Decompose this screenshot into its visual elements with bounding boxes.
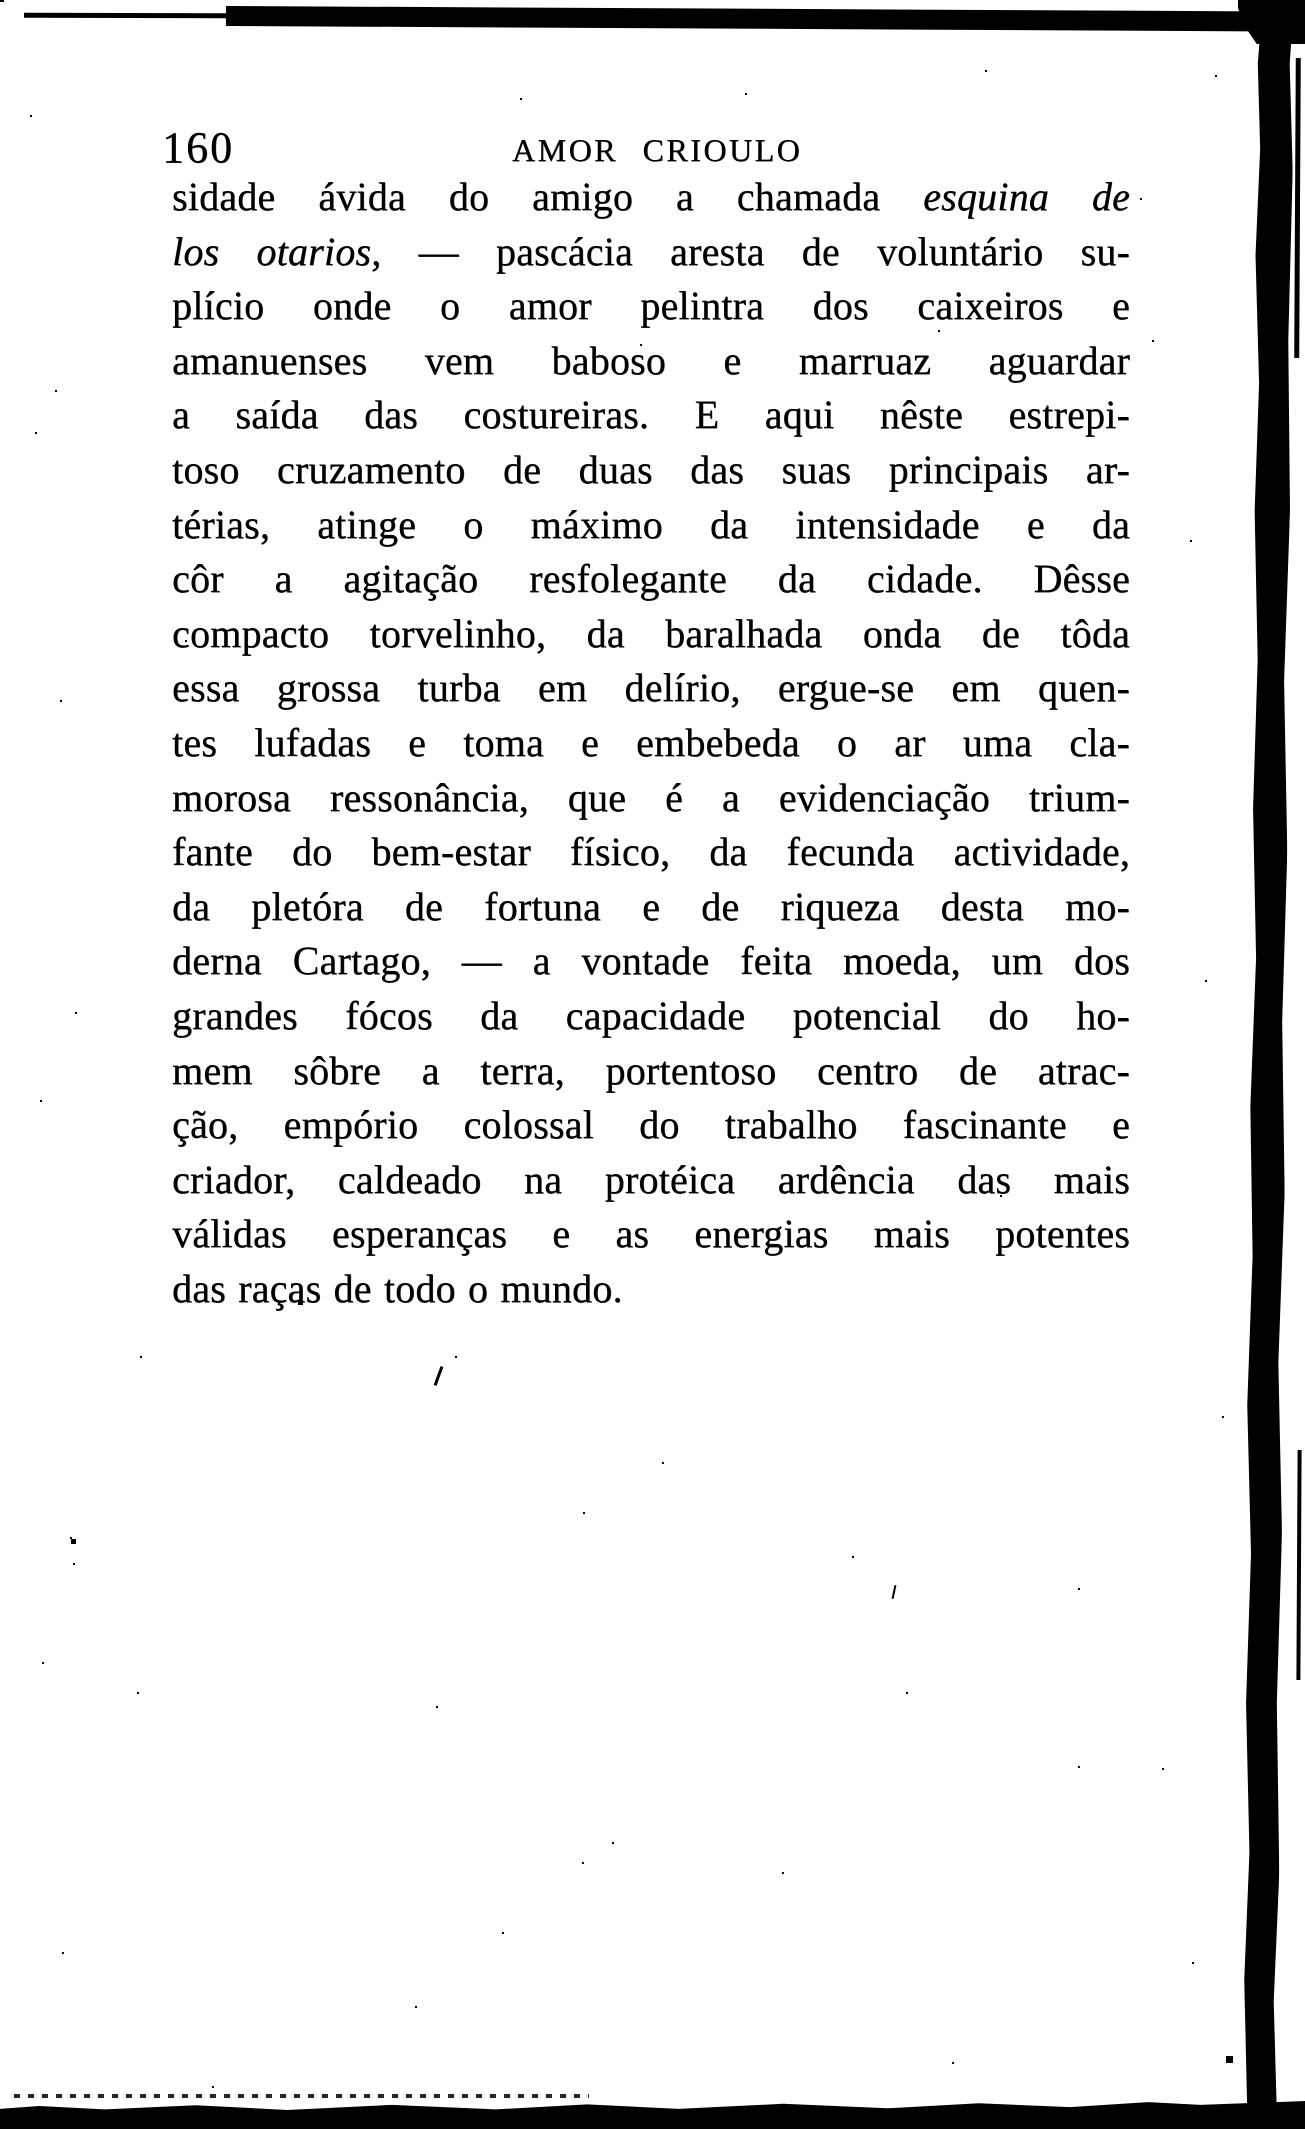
top-edge-rule	[226, 6, 1272, 31]
text-line-segment: côr a agitação resfolegante da cidade. Dêsse	[172, 556, 1130, 602]
text-line-segment: da pletóra de fortuna e de riqueza desta mo-	[172, 883, 1130, 929]
body-text	[172, 170, 1130, 1316]
text-line	[172, 334, 1130, 389]
top-edge-rule-thin	[24, 13, 228, 19]
text-line	[172, 279, 1130, 334]
text-line-segment: compacto torvelinho, da baralhada onda de tôda	[172, 610, 1130, 656]
text-line-segment: ção, empório colossal do trabalho fascinante e	[172, 1102, 1130, 1148]
text-line-italic-segment: los otarios,	[172, 228, 382, 274]
text-line-segment: sidade ávida do amigo a chamada	[172, 174, 924, 219]
bottom-edge-rule	[0, 2101, 1305, 2129]
text-line	[172, 1098, 1130, 1153]
stray-slash-mark	[892, 1585, 897, 1599]
text-line	[172, 443, 1130, 498]
text-line	[172, 1044, 1130, 1099]
text-line	[172, 1153, 1130, 1208]
text-line	[172, 170, 1130, 225]
text-line-segment: essa grossa turba em delírio, ergue-se em quen-	[172, 665, 1130, 711]
text-line	[172, 607, 1130, 662]
text-line	[172, 989, 1130, 1044]
text-line-segment: derna Cartago, — a vontade feita moeda, um dos	[172, 938, 1130, 984]
text-line-segment: das raças de todo o mundo.	[172, 1265, 623, 1311]
text-line-segment: válidas esperanças e as energias mais potentes	[172, 1211, 1130, 1257]
right-binding-stripe	[1294, 58, 1301, 358]
text-line-segment: grandes fócos da capacidade potencial do ho-	[172, 992, 1130, 1038]
text-line	[172, 498, 1130, 553]
text-line-segment: morosa ressonância, que é a evidenciação trium-	[172, 774, 1130, 820]
text-line-segment: mem sôbre a terra, portentoso centro de atrac-	[172, 1047, 1130, 1093]
text-line-segment: plício onde o amor pelintra dos caixeiros e	[172, 283, 1130, 329]
text-line-segment: — pascácia aresta de voluntário su-	[381, 228, 1130, 274]
text-line	[172, 880, 1130, 935]
text-line	[172, 771, 1130, 826]
text-line-segment: criador, caldeado na protéica ardência das mais	[172, 1156, 1130, 1202]
running-header: AMOR CRIOULO	[512, 132, 803, 168]
text-line	[172, 552, 1130, 607]
text-line-segment: térias, atinge o máximo da intensidade e da	[172, 501, 1130, 547]
text-line	[172, 716, 1130, 771]
text-line	[172, 825, 1130, 880]
text-line-segment: a saída das costureiras. E aqui nêste estrepi-	[172, 392, 1130, 438]
text-line	[172, 1207, 1130, 1262]
right-binding-stripe	[1296, 1450, 1301, 1680]
bottom-edge-speckle-line	[14, 2094, 589, 2098]
page-number: 160	[162, 123, 234, 172]
text-line-segment: amanuenses vem baboso e marruaz aguardar	[172, 337, 1130, 383]
stray-slash-mark	[434, 1366, 444, 1386]
text-line-italic-segment: esquina de	[923, 174, 1131, 219]
text-line	[172, 225, 1130, 280]
text-line	[172, 1262, 1130, 1317]
text-line	[172, 661, 1130, 716]
text-line	[172, 934, 1130, 989]
text-line-segment: tes lufadas e toma e embebeda o ar uma cla-	[172, 719, 1130, 765]
text-line	[172, 388, 1130, 443]
right-binding-bar	[1239, 0, 1294, 2129]
text-line-segment: fante do bem-estar físico, da fecunda actividade,	[172, 829, 1130, 875]
text-line-segment: toso cruzamento de duas das suas principais ar-	[172, 446, 1130, 492]
